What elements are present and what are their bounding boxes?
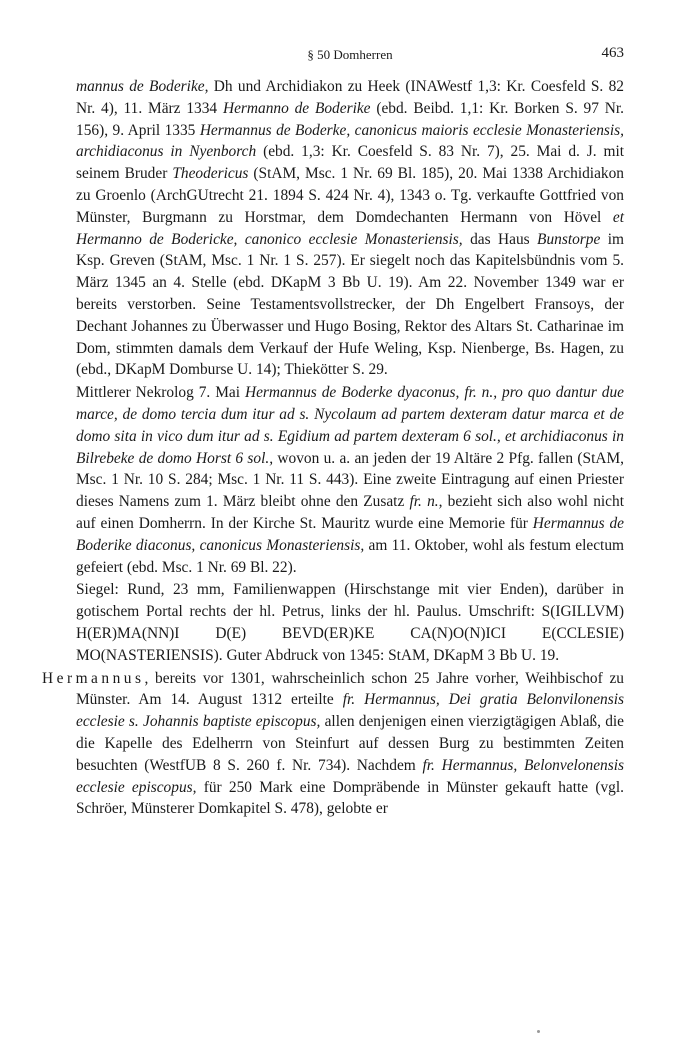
italic-text: Bunstorpe xyxy=(537,230,601,248)
biographical-entry xyxy=(42,668,624,821)
paragraph xyxy=(76,76,624,381)
text-run: Dh und Archidiakon zu Heek (INAWestf 1,3: Kr. Coesfeld S. 82 Nr. 4), 11. März 1334 xyxy=(76,78,624,117)
page-number: 463 xyxy=(601,45,624,61)
italic-text: fr. n., xyxy=(409,493,443,511)
italic-text: Theodericus xyxy=(172,165,249,183)
italic-text: Hermannus de Boderike diaconus, canonicus Monasteriensis, xyxy=(76,514,624,554)
running-header xyxy=(76,44,624,66)
italic-text: et Hermanno de Bodericke, canonico ecclesie Monasteriensis, xyxy=(76,208,624,248)
text-run: Mittlerer Nekrolog 7. Mai xyxy=(76,384,245,402)
text-run: im Ksp. Greven (StAM, Msc. 1 Nr. 1 S. 257). Er siegelt noch das Kapitelsbündnis vom 5. März 1345 an 4. Stelle (ebd. DKapM 3 Bb U. 19). Am 22. November 1349 war er bereits verstorben. Seine Testamentsvollstrecker, der Dh Engelbert Fransoys, der Dechant Johannes zu Überwasser und Hugo Bosing, Rektor des Altars St. Catharinae im Dom, stimmten damals dem Verkauf der Hufe Weling, Ksp. Nienberge, Bs. Hagen, zu (ebd., DKapM Domburse U. 14); Thiekötter S. 29. xyxy=(76,230,624,379)
text-run: bezieht sich also wohl nicht auf einen Domherrn. In der Kirche St. Mauritz wurde eine Memorie für xyxy=(76,493,624,532)
italic-text: Hermannus de Boderke, canonicus maioris ecclesie Monasteriensis, archidiaconus in Nyenborch xyxy=(76,121,624,161)
speck xyxy=(537,1030,540,1033)
text-run: das Haus xyxy=(462,230,538,248)
section-title: § 50 Domherren xyxy=(307,47,393,62)
paragraph xyxy=(76,382,624,578)
text-run: allen denjenigen einen vierzigtägigen Ablaß, die die Kapelle des Edelherrn von Steinfurt auf dessen Burg zu bestimmten Zeiten besuchten (WestfUB 8 S. 260 f. Nr. 734). Nachdem xyxy=(76,713,625,774)
text-run: (StAM, Msc. 1 Nr. 69 Bl. 185), 20. Mai 1338 Archidiakon zu Groenlo (ArchGUtrecht 21. 1894 S. 424 Nr. 4), 1343 o. Tg. verkaufte Gottfried von Münster, Burgmann zu Horstmar, dem Domdechanten Hermann von Hövel xyxy=(76,165,624,226)
text-run: wovon u. a. an jeden der 19 Altäre 2 Pfg. fallen (StAM, Msc. 1 Nr. 10 S. 284; Msc. 1 Nr. 11 S. 443). Eine zweite Eintragung auf einen Priester dieses Namens zum 1. März bleibt ohne den Zusatz xyxy=(76,449,624,511)
italic-text: Hermannus de Boderke dyaconus, fr. n., pro quo dantur due marce, de domo tercia dum itur ad s. Nycolaum ad partem dexteram datur marca et de domo sita in vico dum itur ad s. Egidium ad partem dexteram 6 sol., et archidiaconus in Bilrebeke de domo Horst 6 sol., xyxy=(76,384,625,467)
italic-text: mannus de Boderike, xyxy=(76,78,209,95)
body-text xyxy=(42,76,625,820)
italic-text: fr. Hermannus, Belonvelonensis ecclesie episcopus, xyxy=(76,756,624,796)
text-run: Siegel: Rund, 23 mm, Familienwappen (Hirschstange mit vier Enden), darüber in gotischem Portal rechts der hl. Petrus, links der hl. Paulus. Umschrift: S(IGILLVM) H(ER)MA(NN)I D(E) BEVD(ER)KE CA(N)O(N)ICI E(CCLESIE) MO(NASTERIENSIS). Guter Abdruck von 1345: StAM, DKapM 3 Bb U. 19. xyxy=(76,581,624,664)
paragraph xyxy=(76,579,624,666)
entry-text xyxy=(76,670,624,818)
text-run: (ebd. Beibd. 1,1: Kr. Borken S. 97 Nr. 156), 9. April 1335 xyxy=(76,99,624,139)
text-run: , bereits vor 1301, wahrscheinlich schon 25 Jahre vorher, Weihbischof zu Münster. Am 14. August 1312 erteilte xyxy=(76,669,624,709)
text-run: für 250 Mark eine Dompräbende in Münster gekauft hatte (vgl. Schröer, Münsterer Domkapitel S. 478), gelobte er xyxy=(76,778,624,818)
italic-text: fr. Hermannus, Dei gratia Belonvilonensis ecclesie s. Johannis baptiste episcopus, xyxy=(76,691,624,731)
text-run: (ebd. 1,3: Kr. Coesfeld S. 83 Nr. 7), 25. Mai d. J. mit seinem Bruder xyxy=(76,143,625,183)
text-run: am 11. Oktober, wohl als festum electum gefeiert (ebd. Msc. 1 Nr. 69 Bl. 22). xyxy=(76,536,625,576)
italic-text: Hermanno de Boderike xyxy=(222,99,371,117)
entry-name: Hermannus xyxy=(42,669,145,687)
